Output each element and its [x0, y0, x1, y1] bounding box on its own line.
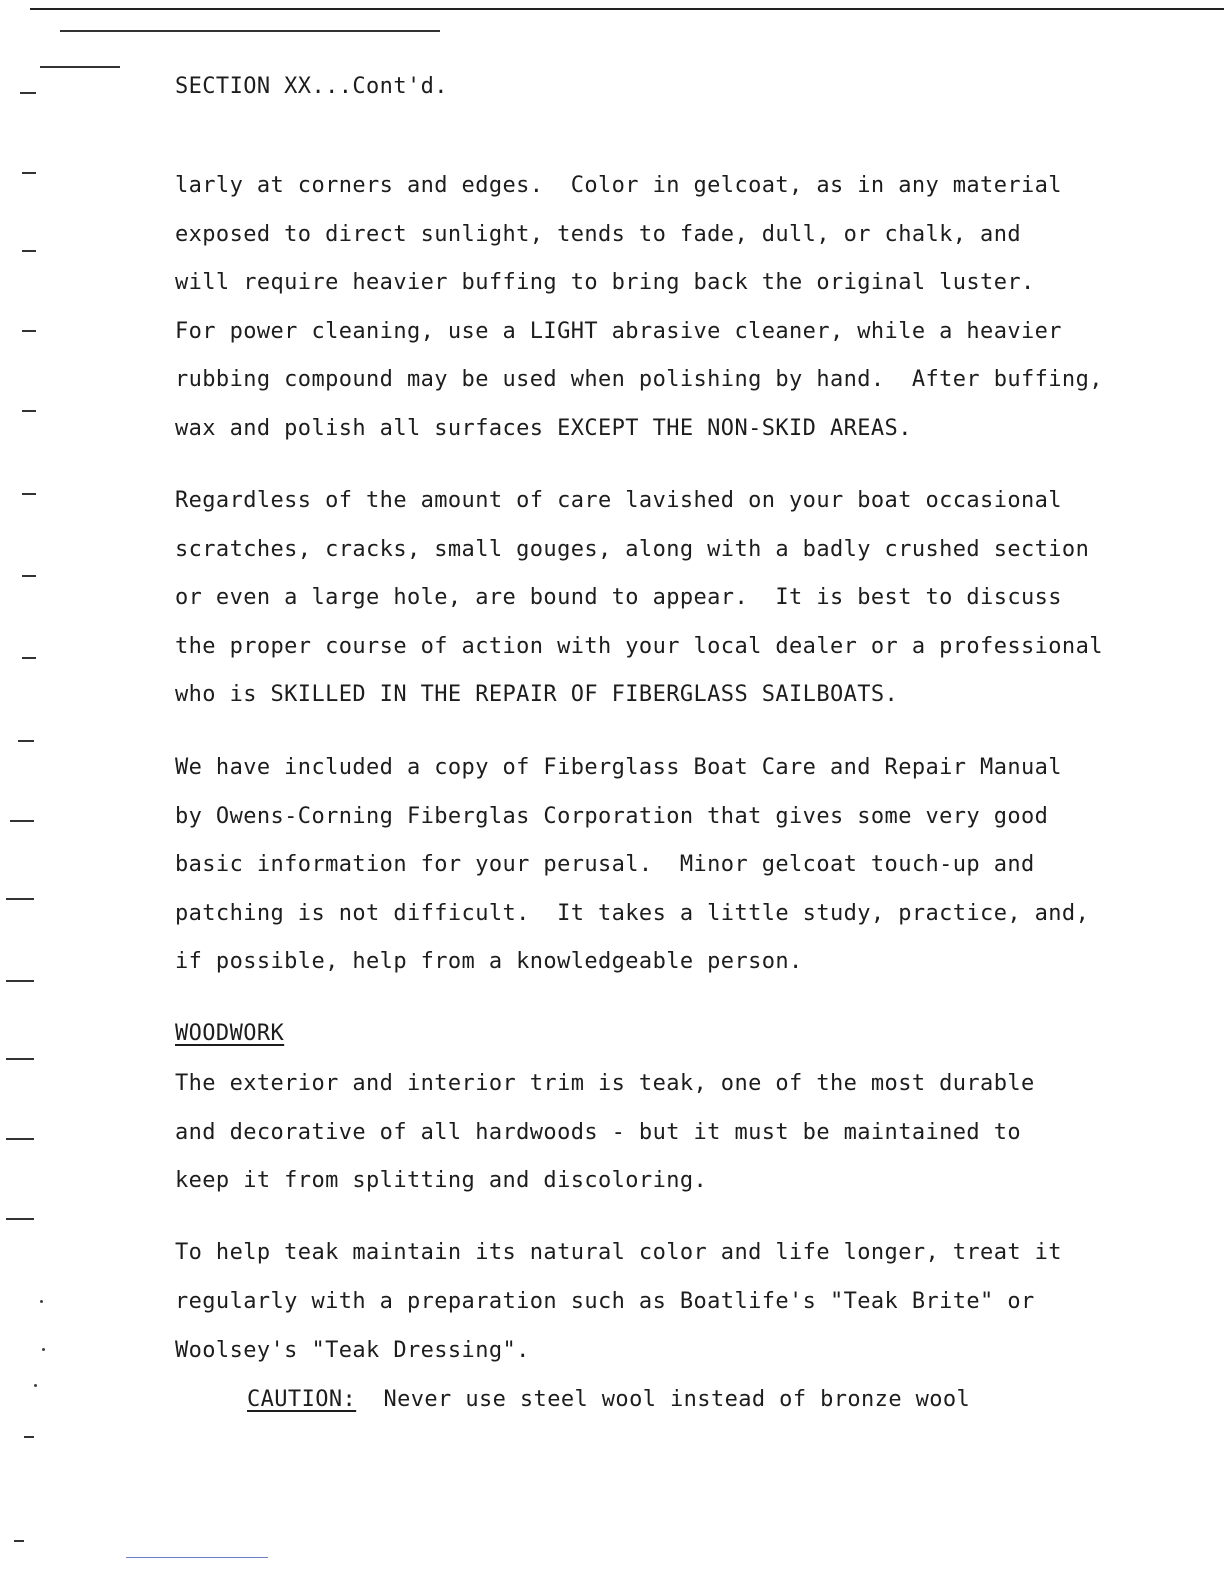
binding-mark — [14, 1540, 24, 1542]
binding-mark — [18, 740, 34, 742]
text-line: keep it from splitting and discoloring. — [175, 1168, 708, 1193]
caution-line — [247, 1386, 970, 1414]
text-line: if possible, help from a knowledgeable person. — [175, 949, 803, 974]
text-line: regularly with a preparation such as Boatlife's "Teak Brite" or — [175, 1289, 1035, 1314]
binding-mark — [22, 410, 36, 412]
binding-mark — [6, 980, 34, 982]
top-smudge — [40, 66, 120, 68]
binding-mark — [22, 493, 36, 495]
text-line: We have included a copy of Fiberglass Boat Care and Repair Manual — [175, 755, 1062, 780]
text-line: basic information for your perusal. Minor gelcoat touch-up and — [175, 852, 1035, 877]
text-line: or even a large hole, are bound to appear. It is best to discuss — [175, 585, 1062, 610]
text-line: exposed to direct sunlight, tends to fade, dull, or chalk, and — [175, 222, 1021, 247]
binding-dot — [34, 1384, 37, 1387]
text-line: will require heavier buffing to bring back the original luster. — [175, 270, 1035, 295]
binding-mark — [22, 250, 36, 252]
bottom-line — [126, 1557, 268, 1558]
text-line: Woolsey's "Teak Dressing". — [175, 1338, 530, 1363]
text-line: patching is not difficult. It takes a little study, practice, and, — [175, 901, 1090, 926]
binding-mark — [6, 1058, 34, 1060]
binding-dot — [42, 1348, 45, 1351]
text-line: by Owens-Corning Fiberglas Corporation that gives some very good — [175, 804, 1049, 829]
text-line: The exterior and interior trim is teak, one of the most durable — [175, 1071, 1035, 1096]
binding-mark — [22, 575, 36, 577]
binding-mark — [22, 172, 36, 174]
text-line: scratches, cracks, small gouges, along with a badly crushed section — [175, 537, 1090, 562]
text-line: To help teak maintain its natural color and life longer, treat it — [175, 1240, 1062, 1265]
binding-mark — [6, 898, 34, 900]
caution-text: Never use steel wool instead of bronze wool — [356, 1387, 971, 1412]
text-line: For power cleaning, use a LIGHT abrasive cleaner, while a heavier — [175, 319, 1062, 344]
caution-label: CAUTION: — [247, 1387, 357, 1412]
text-line: the proper course of action with your local dealer or a professional — [175, 634, 1103, 659]
text-line: and decorative of all hardwoods - but it must be maintained to — [175, 1120, 1021, 1145]
binding-mark — [22, 330, 36, 332]
text-line: rubbing compound may be used when polishing by hand. After buffing, — [175, 367, 1103, 392]
binding-mark — [6, 1138, 34, 1140]
text-line: who is SKILLED IN THE REPAIR OF FIBERGLASS SAILBOATS. — [175, 682, 899, 707]
binding-mark — [20, 92, 36, 94]
top-rule — [30, 8, 1224, 10]
text-line: Regardless of the amount of care lavished on your boat occasional — [175, 488, 1062, 513]
text-line: larly at corners and edges. Color in gelcoat, as in any material — [175, 173, 1062, 198]
text-line: wax and polish all surfaces EXCEPT THE NON-SKID AREAS. — [175, 416, 912, 441]
binding-mark — [22, 657, 36, 659]
section-header: SECTION XX...Cont'd. — [175, 74, 448, 99]
binding-mark — [10, 820, 34, 822]
binding-mark — [6, 1218, 34, 1220]
woodwork-heading: WOODWORK — [175, 1021, 285, 1046]
binding-dot — [40, 1300, 43, 1303]
binding-mark — [24, 1436, 34, 1438]
top-smudge — [60, 30, 440, 32]
